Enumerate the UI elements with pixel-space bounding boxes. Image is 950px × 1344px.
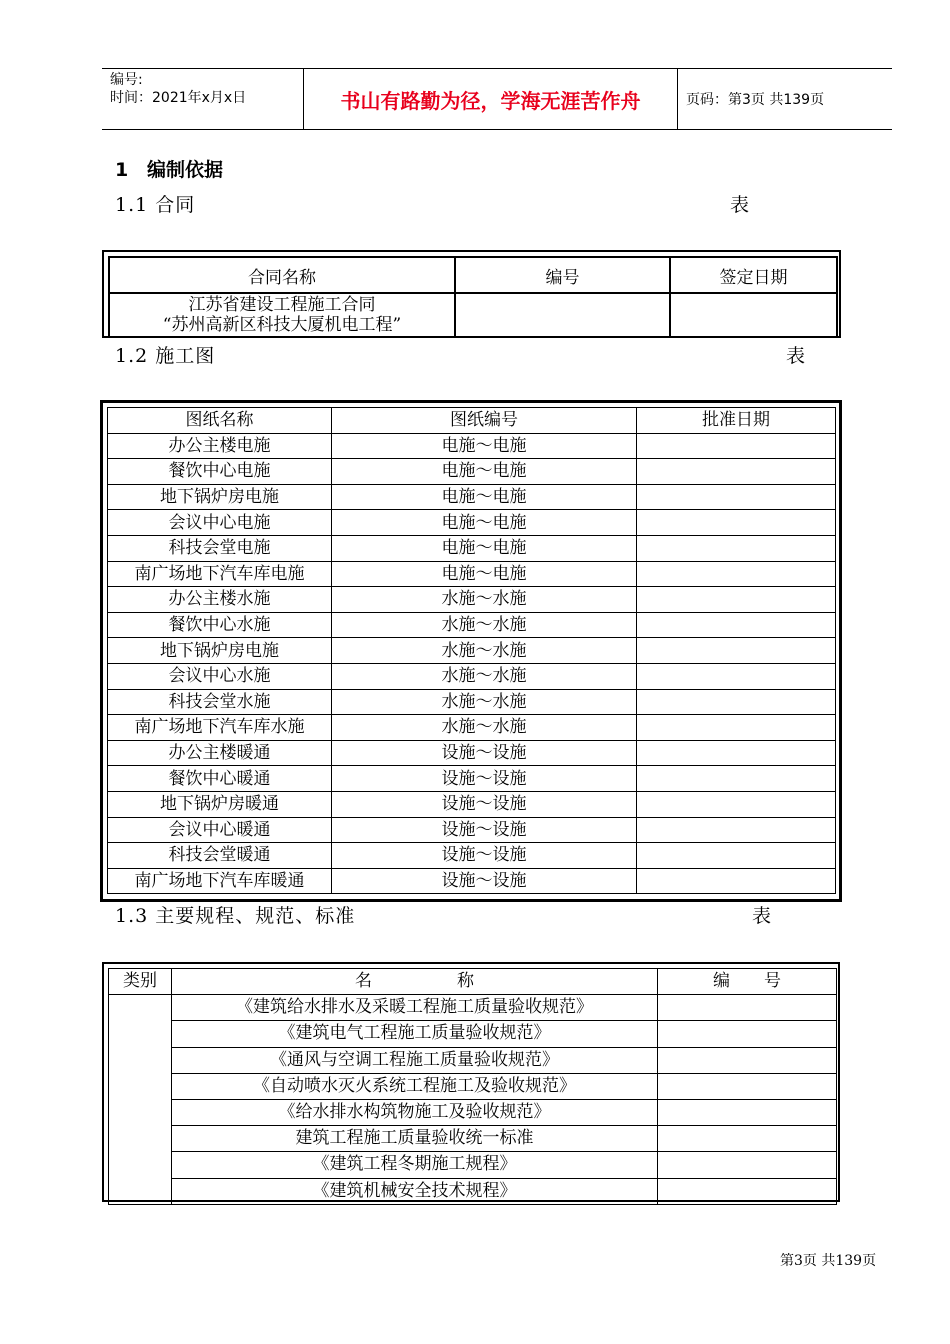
- drawing-code-cell: 电施～电施: [332, 459, 637, 485]
- table-row: [108, 868, 836, 894]
- contract-number-cell: [455, 293, 670, 337]
- table-header-cell: 编号: [455, 257, 670, 293]
- standard-category-cell: [109, 995, 172, 1205]
- subsection-suffix-drawings: 表: [786, 345, 806, 367]
- drawing-date-cell: [637, 715, 836, 741]
- contract-date-cell: [670, 293, 837, 337]
- drawing-name-cell: 南广场地下汽车库暖通: [108, 868, 332, 894]
- contract-name-line: “苏州高新区科技大厦机电工程”: [162, 315, 402, 335]
- table-row: [108, 561, 836, 587]
- drawing-code-cell: 水施～水施: [332, 715, 637, 741]
- standard-code-cell: [658, 1152, 837, 1178]
- drawing-code-cell: 水施～水施: [332, 689, 637, 715]
- table-row: [108, 791, 836, 817]
- drawing-date-cell: [637, 766, 836, 792]
- page-header: [102, 68, 892, 130]
- table-row: [108, 663, 836, 689]
- header-motto: 书山有路勤为径，学海无涯苦作舟: [340, 88, 641, 113]
- table-row: [108, 484, 836, 510]
- table-header-cell: 图纸名称: [108, 408, 332, 434]
- drawing-name-cell: 科技会堂电施: [108, 535, 332, 561]
- contract-name-line: 江苏省建设工程施工合同: [188, 295, 376, 315]
- drawing-code-cell: 电施～电施: [332, 510, 637, 536]
- table-header-cell: 类别: [109, 969, 172, 995]
- drawing-name-cell: 会议中心暖通: [108, 817, 332, 843]
- drawing-name-cell: 办公主楼水施: [108, 587, 332, 613]
- standard-code-cell: [658, 1073, 837, 1099]
- drawing-date-cell: [637, 638, 836, 664]
- drawing-code-cell: 水施～水施: [332, 638, 637, 664]
- standards-table: [102, 962, 840, 1202]
- table-row: [109, 1073, 837, 1099]
- header-info: [110, 69, 302, 129]
- standard-code-cell: [658, 1021, 837, 1047]
- table-row: [108, 510, 836, 536]
- drawing-code-cell: 设施～设施: [332, 740, 637, 766]
- table-row: [109, 1021, 837, 1047]
- drawing-code-cell: 设施～设施: [332, 791, 637, 817]
- drawing-date-cell: [637, 663, 836, 689]
- section-heading: [115, 155, 223, 182]
- table-row: [108, 459, 836, 485]
- drawing-name-cell: 南广场地下汽车库电施: [108, 561, 332, 587]
- standard-code-cell: [658, 1047, 837, 1073]
- drawing-date-cell: [637, 612, 836, 638]
- standard-name-cell: 《建筑电气工程施工质量验收规范》: [172, 1021, 658, 1047]
- standard-name-cell: 《建筑机械安全技术规程》: [172, 1178, 658, 1204]
- drawing-code-cell: 电施～电施: [332, 535, 637, 561]
- drawing-name-cell: 办公主楼暖通: [108, 740, 332, 766]
- table-row: [108, 433, 836, 459]
- section-number: 1: [115, 159, 129, 181]
- table-row: [108, 817, 836, 843]
- standard-code-cell: [658, 1178, 837, 1204]
- drawing-date-cell: [637, 740, 836, 766]
- drawing-date-cell: [637, 689, 836, 715]
- drawing-name-cell: 南广场地下汽车库水施: [108, 715, 332, 741]
- drawing-name-cell: 科技会堂暖通: [108, 843, 332, 869]
- table-header-cell: 批准日期: [637, 408, 836, 434]
- table-row: [108, 740, 836, 766]
- table-row: [109, 995, 837, 1021]
- standard-name-cell: 《建筑给水排水及采暖工程施工质量验收规范》: [172, 995, 658, 1021]
- drawing-code-cell: 设施～设施: [332, 766, 637, 792]
- header-time-label: 时间：2021年x月x日: [110, 90, 247, 106]
- drawing-name-cell: 科技会堂水施: [108, 689, 332, 715]
- table-header-cell: 图纸编号: [332, 408, 637, 434]
- page-footer: 第3页 共139页: [780, 1253, 877, 1269]
- standard-name-cell: 建筑工程施工质量验收统一标准: [172, 1126, 658, 1152]
- table-row: [108, 843, 836, 869]
- drawing-code-cell: 设施～设施: [332, 817, 637, 843]
- drawing-code-cell: 设施～设施: [332, 843, 637, 869]
- section-title: 编制依据: [147, 159, 224, 181]
- standard-name-cell: 《建筑工程冬期施工规程》: [172, 1152, 658, 1178]
- drawing-code-cell: 电施～电施: [332, 433, 637, 459]
- header-number-label: 编号:: [110, 72, 143, 88]
- subsection-suffix-standards: 表: [752, 905, 772, 927]
- subsection-suffix-contract: 表: [730, 194, 750, 216]
- drawing-name-cell: 办公主楼电施: [108, 433, 332, 459]
- drawing-date-cell: [637, 791, 836, 817]
- table-row: [109, 1099, 837, 1125]
- table-row: [108, 612, 836, 638]
- drawing-date-cell: [637, 843, 836, 869]
- subsection-title-contract: 1.1 合同: [115, 194, 196, 216]
- standard-code-cell: [658, 1099, 837, 1125]
- drawing-code-cell: 设施～设施: [332, 868, 637, 894]
- table-row: [108, 715, 836, 741]
- table-row: [108, 689, 836, 715]
- table-header-cell: 编 号: [658, 969, 837, 995]
- drawing-code-cell: 水施～水施: [332, 612, 637, 638]
- table-header-cell: 合同名称: [109, 257, 455, 293]
- drawing-name-cell: 餐饮中心水施: [108, 612, 332, 638]
- table-header-cell: 签定日期: [670, 257, 837, 293]
- standard-name-cell: 《通风与空调工程施工质量验收规范》: [172, 1047, 658, 1073]
- drawing-code-cell: 水施～水施: [332, 587, 637, 613]
- table-row: [109, 1152, 837, 1178]
- table-row: [108, 766, 836, 792]
- table-row: [109, 1126, 837, 1152]
- standard-code-cell: [658, 995, 837, 1021]
- standard-name-cell: 《自动喷水灭火系统工程施工及验收规范》: [172, 1073, 658, 1099]
- drawing-date-cell: [637, 433, 836, 459]
- header-page-label: 页码：第3页 共139页: [686, 92, 825, 108]
- drawing-date-cell: [637, 587, 836, 613]
- drawing-code-cell: 水施～水施: [332, 663, 637, 689]
- drawing-date-cell: [637, 868, 836, 894]
- table-row: [108, 535, 836, 561]
- table-row: [108, 638, 836, 664]
- drawing-date-cell: [637, 459, 836, 485]
- drawing-date-cell: [637, 817, 836, 843]
- contract-name-cell: [109, 293, 455, 337]
- table-row: [109, 1178, 837, 1204]
- subsection-title-drawings: 1.2 施工图: [115, 345, 216, 367]
- standard-name-cell: 《给水排水构筑物施工及验收规范》: [172, 1099, 658, 1125]
- drawing-name-cell: 会议中心水施: [108, 663, 332, 689]
- drawing-code-cell: 电施～电施: [332, 561, 637, 587]
- drawing-date-cell: [637, 510, 836, 536]
- contract-table: [102, 250, 841, 338]
- drawings-table: [100, 400, 842, 902]
- drawing-name-cell: 地下锅炉房电施: [108, 484, 332, 510]
- drawing-code-cell: 电施～电施: [332, 484, 637, 510]
- header-divider: [677, 69, 678, 129]
- drawing-name-cell: 会议中心电施: [108, 510, 332, 536]
- drawing-date-cell: [637, 561, 836, 587]
- table-row: [108, 587, 836, 613]
- drawing-date-cell: [637, 535, 836, 561]
- drawing-name-cell: 地下锅炉房暖通: [108, 791, 332, 817]
- drawing-name-cell: 地下锅炉房电施: [108, 638, 332, 664]
- standard-code-cell: [658, 1126, 837, 1152]
- table-header-cell: 名 称: [172, 969, 658, 995]
- drawing-name-cell: 餐饮中心暖通: [108, 766, 332, 792]
- subsection-title-standards: 1.3 主要规程、规范、标准: [115, 905, 356, 927]
- drawing-name-cell: 餐饮中心电施: [108, 459, 332, 485]
- drawing-date-cell: [637, 484, 836, 510]
- table-row: [109, 1047, 837, 1073]
